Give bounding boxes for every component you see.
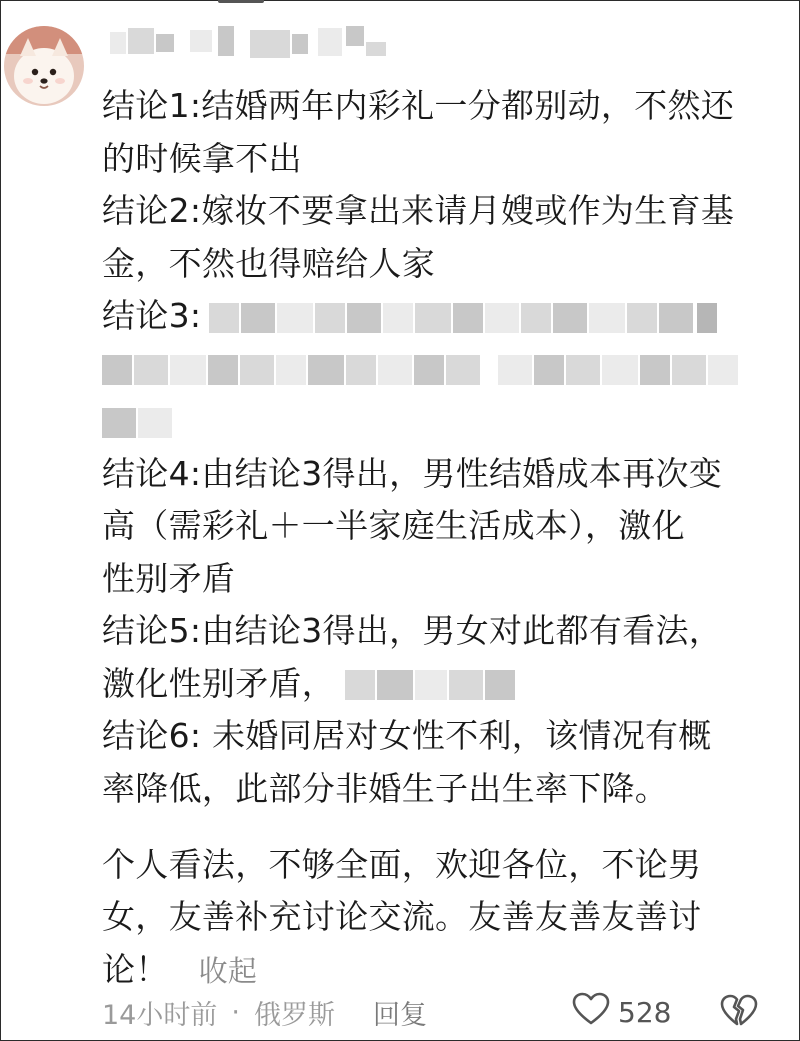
comment-line-8: 结论4:由结论3得出，男性结婚成本再次变 (102, 453, 723, 493)
reply-button[interactable]: 回复 (372, 999, 427, 1031)
meta-separator: · (231, 996, 240, 1028)
redacted-text-block (335, 664, 525, 706)
redacted-text-block (102, 402, 182, 444)
comment-line-14: 率降低，此部分非婚生子出生率下降。 (102, 768, 669, 808)
comment-line-3: 结论2:嫁妆不要拿出来请月嫂或作为生育基 (102, 191, 735, 230)
comment-body (102, 80, 762, 996)
broken-heart-icon (720, 1005, 758, 1036)
comment-line-17-text: 论！ (102, 949, 169, 989)
comment-line-7 (102, 395, 762, 448)
top-indicator (218, 0, 264, 3)
comment-line-16: 女，友善补充讨论交流。友善友善友善讨 (102, 897, 702, 936)
comment-meta-row (102, 990, 792, 1034)
comment-line-2: 的时候拿不出 (102, 138, 302, 178)
comment-line-13: 结论6: 未婚同居对女性不利，该情况有概 (102, 716, 712, 755)
dog-avatar-icon (4, 26, 84, 106)
heart-outline-icon (572, 992, 610, 1033)
comment-location: 俄罗斯 (253, 999, 335, 1031)
comment-line-9: 高（需彩礼＋一半家庭生活成本），激化 (102, 506, 685, 545)
comment-line-11: 结论5:由结论3得出，男女对此都有看法， (102, 611, 723, 650)
comment-line-1: 结论1:结婚两年内彩礼一分都别动，不然还 (102, 86, 735, 125)
like-count: 528 (618, 995, 672, 1029)
redacted-text-block (201, 297, 731, 339)
user-avatar[interactable] (4, 26, 84, 106)
comment-line-12 (102, 658, 762, 711)
comment-line-17 (102, 944, 762, 997)
conclusion-3-label: 结论3: (102, 296, 202, 335)
comment-timestamp: 14小时前 (102, 999, 218, 1031)
comment-line-10: 性别矛盾 (102, 558, 236, 598)
like-button[interactable] (572, 990, 671, 1034)
redacted-text-block (102, 349, 742, 391)
collapse-link[interactable]: 收起 (198, 953, 258, 988)
dislike-button[interactable] (720, 993, 758, 1036)
comment-line-5 (102, 290, 762, 343)
comment-line-6 (102, 343, 762, 396)
comment-line-15: 个人看法，不够全面，欢迎各位，不论男 (102, 844, 702, 884)
comment-line-4: 金，不然也得赔给人家 (102, 243, 435, 283)
comment-line-12-text: 激化性别矛盾， (102, 663, 336, 703)
username-redacted[interactable] (100, 22, 400, 64)
